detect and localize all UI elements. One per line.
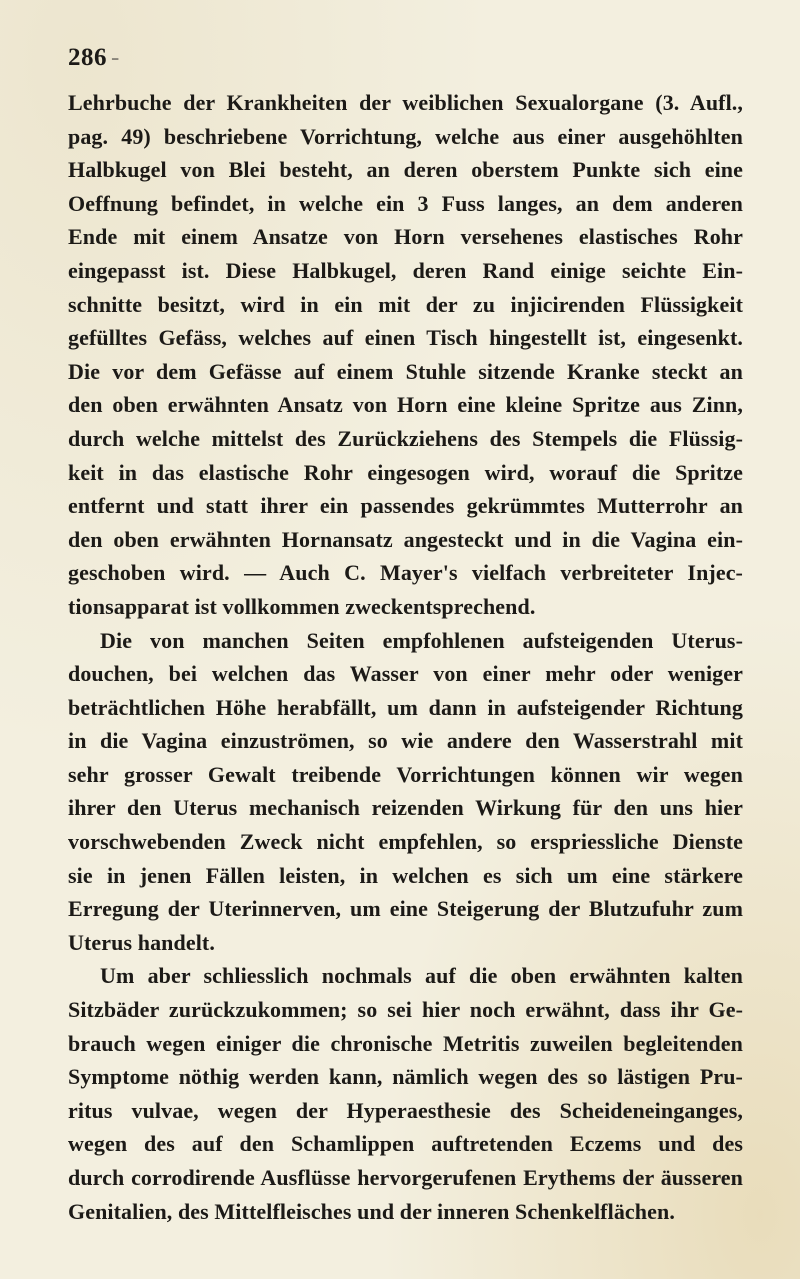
text-line: durch welche mittelst des Zurückziehens des Stempels die Flüssig- xyxy=(68,425,743,451)
text-line: Halbkugel von Blei besteht, an deren oberstem Punkte sich eine xyxy=(68,157,743,183)
text-line: ritus vulvae, wegen der Hyperaesthesie des Scheideneinganges, xyxy=(68,1097,743,1123)
text-line: wegen des auf den Schamlippen auftretenden Eczems und des xyxy=(68,1131,743,1157)
text-line: Um aber schliesslich nochmals auf die oben erwähnten kalten xyxy=(100,963,743,989)
text-line: vorschwebenden Zweck nicht empfehlen, so erspriessliche Dienste xyxy=(68,829,743,855)
text-line: sie in jenen Fällen leisten, in welchen es sich um eine stärkere xyxy=(68,862,743,888)
text-line: brauch wegen einiger die chronische Metritis zuweilen begleitenden xyxy=(68,1030,743,1056)
text-line: Symptome nöthig werden kann, nämlich wegen des so lästigen Pru- xyxy=(68,1064,743,1090)
text-line: Die von manchen Seiten empfohlenen aufsteigenden Uterus- xyxy=(100,627,743,653)
text-line: Lehrbuche der Krankheiten der weiblichen Sexualorgane (3. Aufl., xyxy=(68,90,743,115)
text-line: ihrer den Uterus mechanisch reizenden Wirkung für den uns hier xyxy=(68,795,743,821)
text-line: Erregung der Uterinnerven, um eine Steigerung der Blutzufuhr zum xyxy=(68,896,743,922)
text-line: Sitzbäder zurückzukommen; so sei hier noch erwähnt, dass ihr Ge- xyxy=(68,997,743,1023)
page-number xyxy=(68,44,120,72)
text-line: den oben erwähnten Hornansatz angesteckt und in die Vagina ein- xyxy=(68,526,743,552)
text-line: beträchtlichen Höhe herabfällt, um dann in aufsteigender Richtung xyxy=(68,694,743,720)
text-line: sehr grosser Gewalt treibende Vorrichtungen können wir wegen xyxy=(68,761,743,787)
text-line: durch corrodirende Ausflüsse hervorgerufenen Erythems der äusseren xyxy=(68,1165,743,1190)
text-line: eingepasst ist. Diese Halbkugel, deren Rand einige seichte Ein- xyxy=(68,257,743,283)
text-line: gefülltes Gefäss, welches auf einen Tisch hingestellt ist, eingesenkt. xyxy=(68,325,743,351)
text-line: douchen, bei welchen das Wasser von einer mehr oder weniger xyxy=(68,661,743,687)
text-line: in die Vagina einzuströmen, so wie andere den Wasserstrahl mit xyxy=(68,728,743,754)
text-line: geschoben wird. — Auch C. Mayer's vielfach verbreiteter Injec- xyxy=(68,560,743,586)
text-line: Die vor dem Gefässe auf einem Stuhle sitzende Kranke steckt an xyxy=(68,358,743,384)
text-line: Oeffnung befindet, in welche ein 3 Fuss langes, an dem anderen xyxy=(68,190,743,216)
body-text xyxy=(68,86,743,1228)
text-line: Genitalien, des Mittelfleisches und der inneren Schenkelflächen. xyxy=(68,1198,675,1224)
text-line: Uterus handelt. xyxy=(68,929,215,955)
text-line: schnitte besitzt, wird in ein mit der zu injicirenden Flüssigkeit xyxy=(68,291,743,317)
text-line: keit in das elastische Rohr eingesogen wird, worauf die Spritze xyxy=(68,459,743,485)
text-line: pag. 49) beschriebene Vorrichtung, welche aus einer ausgehöhlten xyxy=(68,123,743,149)
text-line: Ende mit einem Ansatze von Horn versehenes elastisches Rohr xyxy=(68,224,743,250)
page-number-mark: - xyxy=(111,44,120,71)
page-number-value: 286 xyxy=(68,44,107,71)
text-line: entfernt und statt ihrer ein passendes gekrümmtes Mutterrohr an xyxy=(68,493,743,519)
text-line: tionsapparat ist vollkommen zweckentsprechend. xyxy=(68,593,536,619)
text-line: den oben erwähnten Ansatz von Horn eine kleine Spritze aus Zinn, xyxy=(68,392,743,418)
